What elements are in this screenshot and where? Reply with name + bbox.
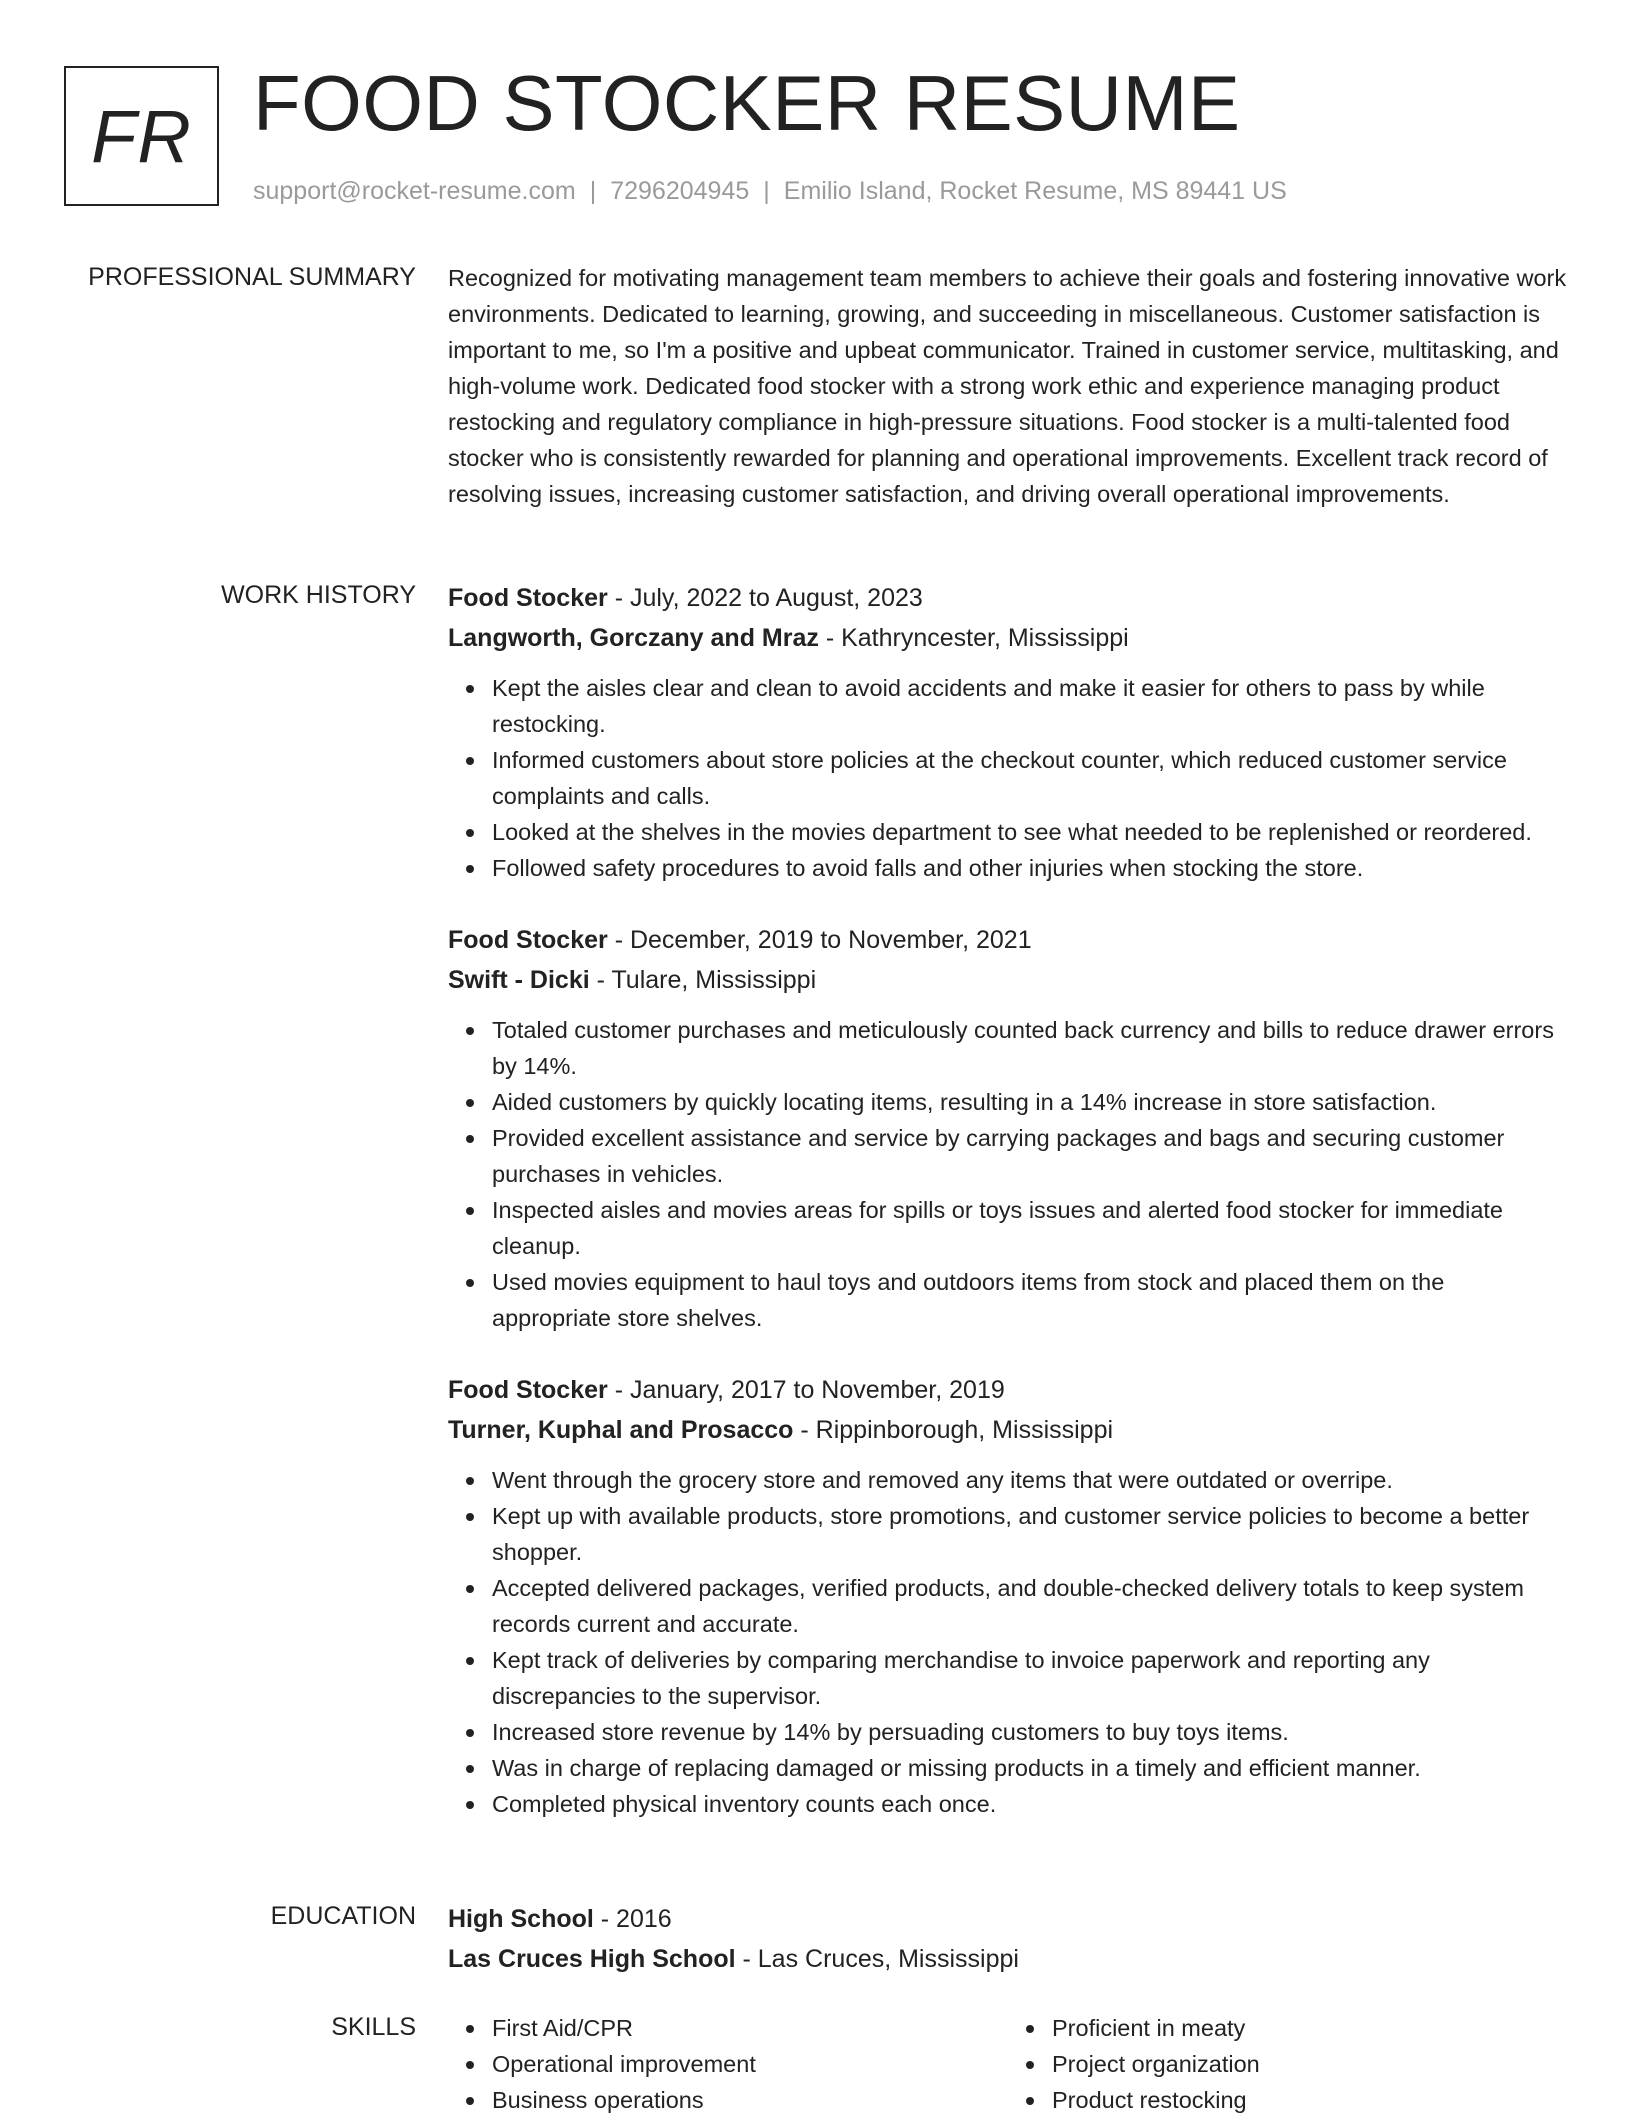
- job-location: - Tulare, Mississippi: [589, 966, 817, 994]
- job-bullet: Inspected aisles and movies areas for spills or toys issues and alerted food stocker for immediate cleanup.: [492, 1192, 1568, 1264]
- job-company: Turner, Kuphal and Prosacco: [448, 1416, 794, 1444]
- education-location: - Las Cruces, Mississippi: [735, 1945, 1019, 1973]
- job-bullet: Went through the grocery store and removed any items that were outdated or overripe.: [492, 1462, 1568, 1498]
- job-location: - Kathryncester, Mississippi: [818, 624, 1129, 652]
- contact-separator: |: [589, 177, 597, 205]
- education-year: - 2016: [593, 1905, 672, 1933]
- contact-line: [253, 174, 1287, 208]
- job-dates: - December, 2019 to November, 2021: [607, 926, 1032, 954]
- summary-text: Recognized for motivating management team members to achieve their goals and fostering innovative work environments. Dedicated to learning, growing, and succeeding in miscellaneous. Customer satisfaction is important to me, so I'm a positive and upbeat communicator. Trained in customer service, multitasking, and high-volume work. Dedicated food stocker with a strong work ethic and experience managing product restocking and regulatory compliance in high-pressure situations. Food stocker is a multi-talented food stocker who is consistently rewarded for planning and operational improvements. Excellent track record of resolving issues, increasing customer satisfaction, and driving overall operational improvements.: [448, 265, 1567, 507]
- contact-address: Emilio Island, Rocket Resume, MS 89441 US: [783, 177, 1287, 205]
- job-bullets: [448, 1462, 1568, 1822]
- job-entry: [448, 578, 1568, 886]
- skill-item: First Aid/CPR: [492, 2010, 1008, 2046]
- job-bullet: Informed customers about store policies at the checkout counter, which reduced customer service complaints and calls.: [492, 742, 1568, 814]
- job-bullet: Used movies equipment to haul toys and outdoors items from stock and placed them on the appropriate store shelves.: [492, 1264, 1568, 1336]
- job-bullets: [448, 1012, 1568, 1336]
- job-title-line: [448, 1370, 1568, 1410]
- education-degree-line: [448, 1899, 1568, 1939]
- job-company-line: [448, 618, 1568, 658]
- skills-list-right: [1008, 2010, 1568, 2118]
- job-company-line: [448, 1410, 1568, 1450]
- job-bullet: Followed safety procedures to avoid falls and other injuries when stocking the store.: [492, 850, 1568, 886]
- job-company: Swift - Dicki: [448, 966, 590, 994]
- skill-item: Product restocking: [1052, 2082, 1568, 2118]
- skill-item: Proficient in meaty: [1052, 2010, 1568, 2046]
- job-bullet: Completed physical inventory counts each once.: [492, 1786, 1568, 1822]
- job-bullet: Kept the aisles clear and clean to avoid accidents and make it easier for others to pass by while restocking.: [492, 670, 1568, 742]
- job-bullet: Provided excellent assistance and service by carrying packages and bags and securing customer purchases in vehicles.: [492, 1120, 1568, 1192]
- job-company: Langworth, Gorczany and Mraz: [448, 624, 819, 652]
- skill-item: Operational improvement: [492, 2046, 1008, 2082]
- skills-body: [448, 2010, 1568, 2118]
- work-history-body: [448, 578, 1568, 1856]
- job-bullet: Accepted delivered packages, verified products, and double-checked delivery totals to keep system records current and accurate.: [492, 1570, 1568, 1642]
- education-degree: High School: [448, 1905, 594, 1933]
- job-company-line: [448, 960, 1568, 1000]
- job-bullet: Looked at the shelves in the movies department to see what needed to be replenished or reordered.: [492, 814, 1568, 850]
- section-label-work-history: WORK HISTORY: [221, 581, 416, 609]
- contact-phone[interactable]: 7296204945: [610, 177, 750, 205]
- job-entry: [448, 1370, 1568, 1822]
- job-entry: [448, 920, 1568, 1336]
- job-bullet: Increased store revenue by 14% by persuading customers to buy toys items.: [492, 1714, 1568, 1750]
- job-bullet: Kept track of deliveries by comparing merchandise to invoice paperwork and reporting any discrepancies to the supervisor.: [492, 1642, 1568, 1714]
- job-title-line: [448, 578, 1568, 618]
- summary-body: [448, 260, 1568, 512]
- section-label-summary: PROFESSIONAL SUMMARY: [88, 263, 416, 291]
- job-dates: - July, 2022 to August, 2023: [607, 584, 923, 612]
- job-location: - Rippinborough, Mississippi: [793, 1416, 1114, 1444]
- job-bullet: Totaled customer purchases and meticulously counted back currency and bills to reduce drawer errors by 14%.: [492, 1012, 1568, 1084]
- skills-list-left: [448, 2010, 1008, 2118]
- education-body: [448, 1899, 1568, 1979]
- education-school-line: [448, 1939, 1568, 1979]
- job-title: Food Stocker: [448, 926, 608, 954]
- job-title: Food Stocker: [448, 584, 608, 612]
- monogram-logo: FR: [64, 66, 219, 206]
- job-title-line: [448, 920, 1568, 960]
- job-dates: - January, 2017 to November, 2019: [607, 1376, 1005, 1404]
- job-bullets: [448, 670, 1568, 886]
- skill-item: Business operations: [492, 2082, 1008, 2118]
- job-bullet: Was in charge of replacing damaged or missing products in a timely and efficient manner.: [492, 1750, 1568, 1786]
- skill-item: Project organization: [1052, 2046, 1568, 2082]
- job-bullet: Kept up with available products, store promotions, and customer service policies to become a better shopper.: [492, 1498, 1568, 1570]
- resume-title: FOOD STOCKER RESUME: [253, 59, 1241, 147]
- section-label-education: EDUCATION: [270, 1902, 416, 1930]
- contact-separator: |: [763, 177, 770, 205]
- job-title: Food Stocker: [448, 1376, 608, 1404]
- job-bullet: Aided customers by quickly locating items, resulting in a 14% increase in store satisfaction.: [492, 1084, 1568, 1120]
- contact-email[interactable]: support@rocket-resume.com: [253, 177, 576, 205]
- skills-columns: [448, 2010, 1568, 2118]
- section-label-skills: SKILLS: [331, 2013, 416, 2041]
- education-school: Las Cruces High School: [448, 1945, 736, 1973]
